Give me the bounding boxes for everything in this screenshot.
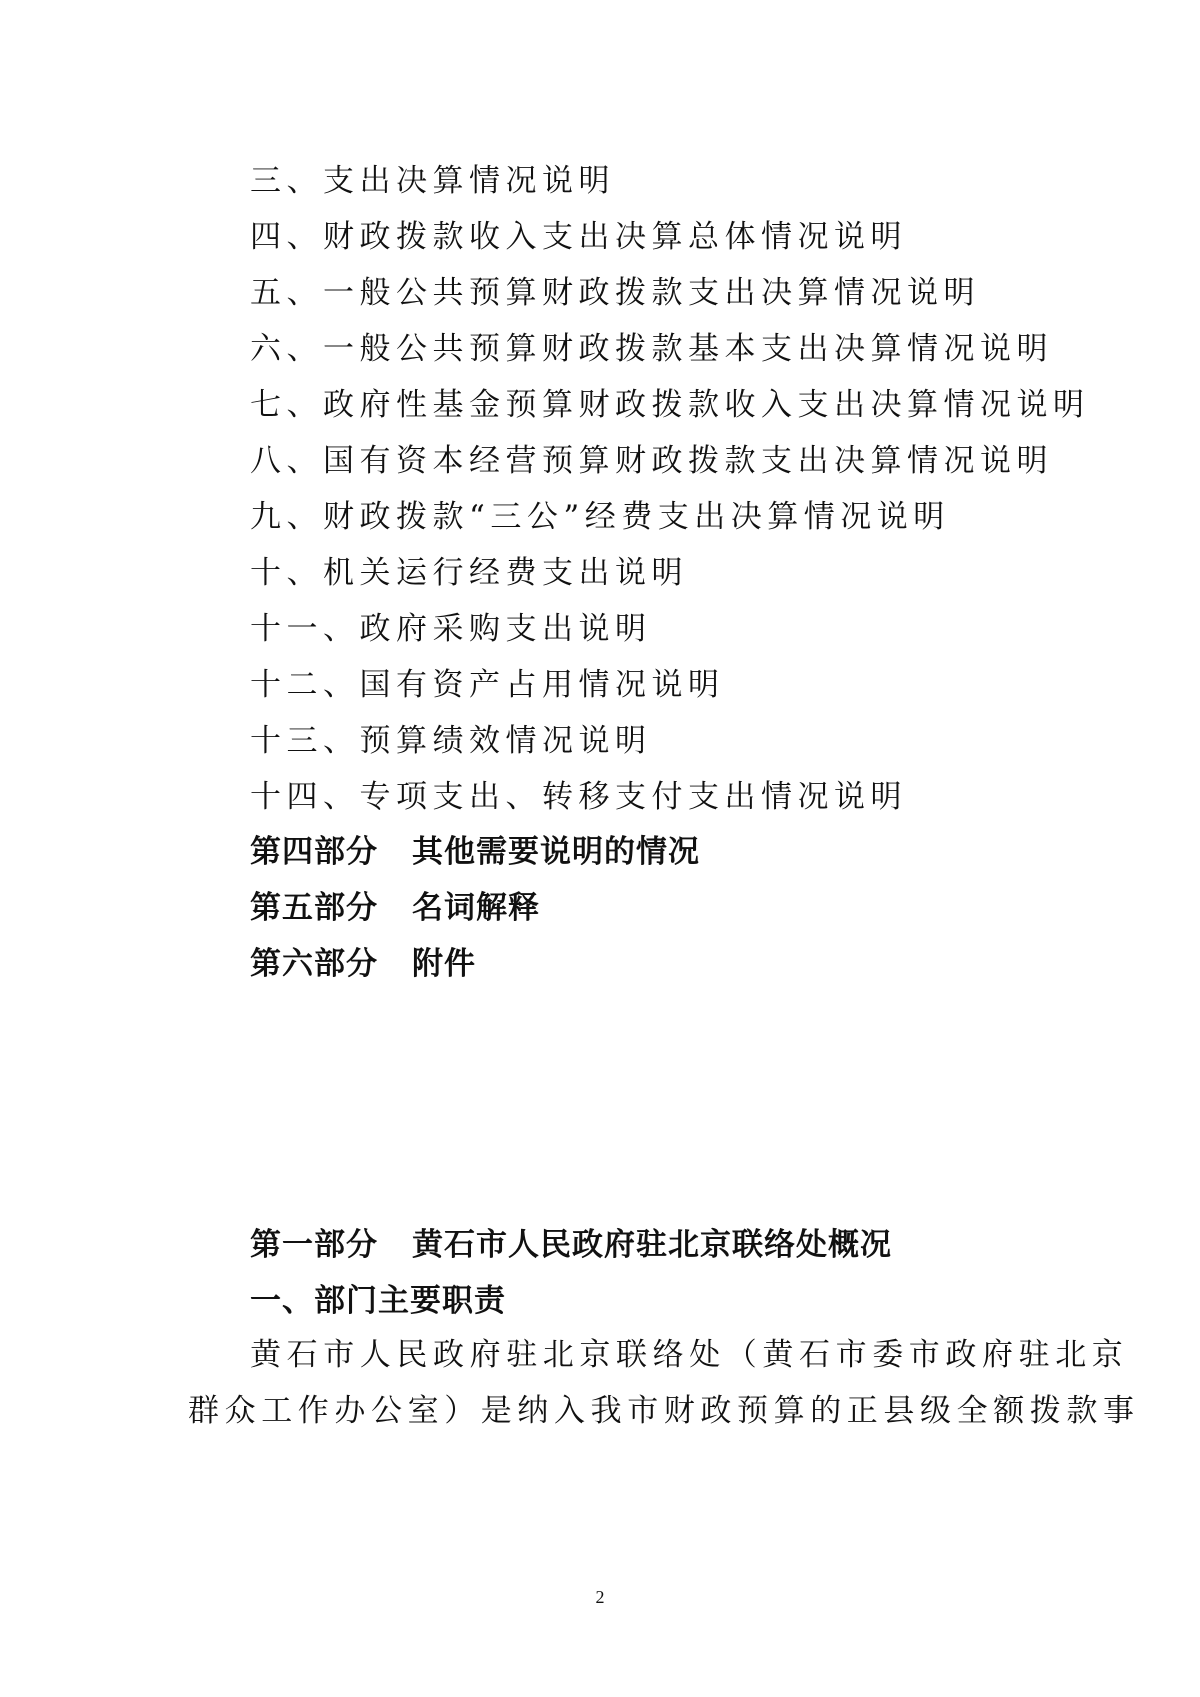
toc-part-entry <box>250 834 700 870</box>
toc-item: 四、财政拨款收入支出决算总体情况说明 <box>250 219 907 255</box>
section-part-title: 黄石市人民政府驻北京联络处概况 <box>412 1227 892 1263</box>
page-number: 2 <box>595 1587 605 1607</box>
toc-part-entry <box>250 890 540 926</box>
toc-item: 十一、政府采购支出说明 <box>250 611 652 647</box>
section-part-label: 第一部分 <box>250 1227 378 1263</box>
toc-part-title: 名词解释 <box>412 890 540 926</box>
toc-item: 三、支出决算情况说明 <box>250 163 615 199</box>
toc-part-title: 其他需要说明的情况 <box>412 834 700 870</box>
toc-item: 十三、预算绩效情况说明 <box>250 723 652 759</box>
section-subheading: 一、部门主要职责 <box>250 1283 506 1319</box>
section-part-heading <box>250 1227 892 1263</box>
toc-item: 九、财政拨款“三公”经费支出决算情况说明 <box>250 499 950 535</box>
toc-item: 十二、国有资产占用情况说明 <box>250 667 725 703</box>
toc-item: 十四、专项支出、转移支付支出情况说明 <box>250 779 907 815</box>
toc-part-entry <box>250 946 476 982</box>
toc-item: 八、国有资本经营预算财政拨款支出决算情况说明 <box>250 443 1053 479</box>
toc-item: 十、机关运行经费支出说明 <box>250 555 688 591</box>
toc-part-label: 第五部分 <box>250 890 378 926</box>
toc-part-label: 第四部分 <box>250 834 378 870</box>
toc-part-title: 附件 <box>412 946 476 982</box>
paragraph-line: 群众工作办公室）是纳入我市财政预算的正县级全额拨款事 <box>188 1393 1140 1429</box>
toc-item: 六、一般公共预算财政拨款基本支出决算情况说明 <box>250 331 1053 367</box>
toc-item: 七、政府性基金预算财政拨款收入支出决算情况说明 <box>250 387 1090 423</box>
toc-part-label: 第六部分 <box>250 946 378 982</box>
paragraph-line: 黄石市人民政府驻北京联络处（黄石市委市政府驻北京 <box>250 1337 1129 1373</box>
toc-item: 五、一般公共预算财政拨款支出决算情况说明 <box>250 275 980 311</box>
